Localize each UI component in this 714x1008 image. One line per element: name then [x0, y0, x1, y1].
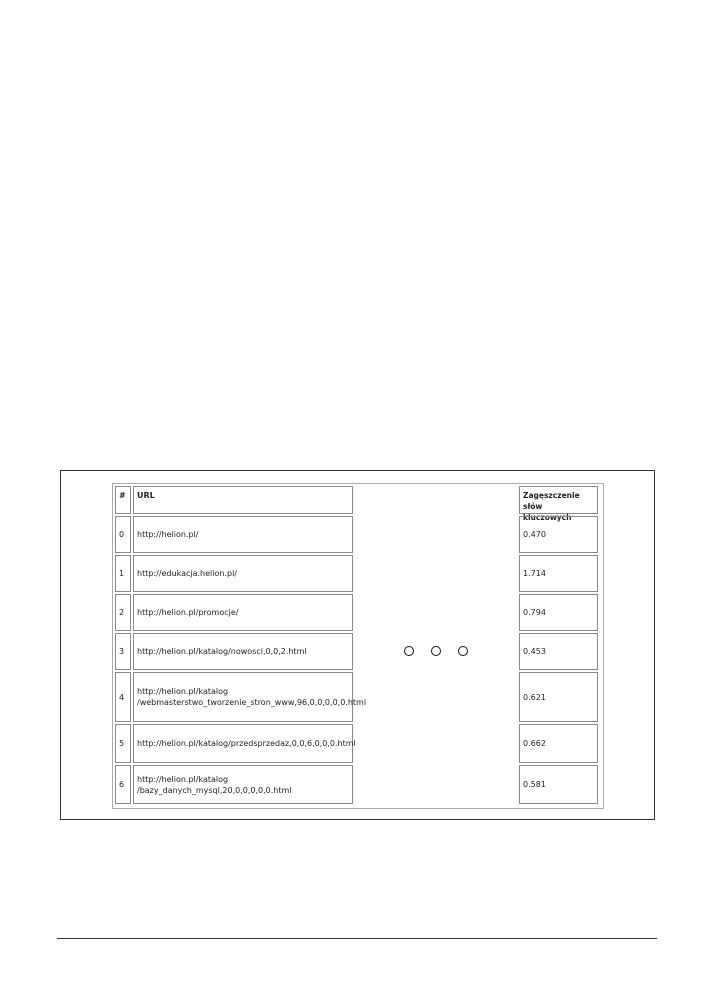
row-2-url: http://helion.pl/promocje/	[133, 594, 353, 631]
row-5-index: 5	[115, 724, 131, 763]
row-6-density: 0.581	[519, 765, 598, 804]
footer-rule	[57, 938, 657, 939]
row-3-density: 0.453	[519, 633, 598, 670]
row-0-url: http://helion.pl/	[133, 516, 353, 553]
omitted-columns-ellipsis	[404, 644, 468, 658]
row-0-density: 0.470	[519, 516, 598, 553]
row-6-index: 6	[115, 765, 131, 804]
header-url: URL	[133, 486, 353, 514]
row-2-index: 2	[115, 594, 131, 631]
row-1-density: 1.714	[519, 555, 598, 592]
row-4-index: 4	[115, 672, 131, 722]
ellipsis-circle-icon	[458, 646, 468, 656]
row-4-density: 0.621	[519, 672, 598, 722]
row-0-index: 0	[115, 516, 131, 553]
ellipsis-circle-icon	[404, 646, 414, 656]
row-2-density: 0.794	[519, 594, 598, 631]
row-1-url: http://edukacja.helion.pl/	[133, 555, 353, 592]
row-4-url: http://helion.pl/katalog /webmasterstwo_tworzenie_stron_www,96,0,0,0,0,0.html	[133, 672, 353, 722]
row-5-density: 0.662	[519, 724, 598, 763]
row-3-url: http://helion.pl/katalog/nowosci,0,0,2.html	[133, 633, 353, 670]
row-6-url: http://helion.pl/katalog /bazy_danych_mysql,20,0,0,0,0,0.html	[133, 765, 353, 804]
row-3-index: 3	[115, 633, 131, 670]
header-index: #	[115, 486, 131, 514]
row-1-index: 1	[115, 555, 131, 592]
row-5-url: http://helion.pl/katalog/przedsprzedaz,0,0,6,0,0,0.html	[133, 724, 353, 763]
header-density: Zagęszczenie słów kluczowych	[519, 486, 598, 514]
ellipsis-circle-icon	[431, 646, 441, 656]
